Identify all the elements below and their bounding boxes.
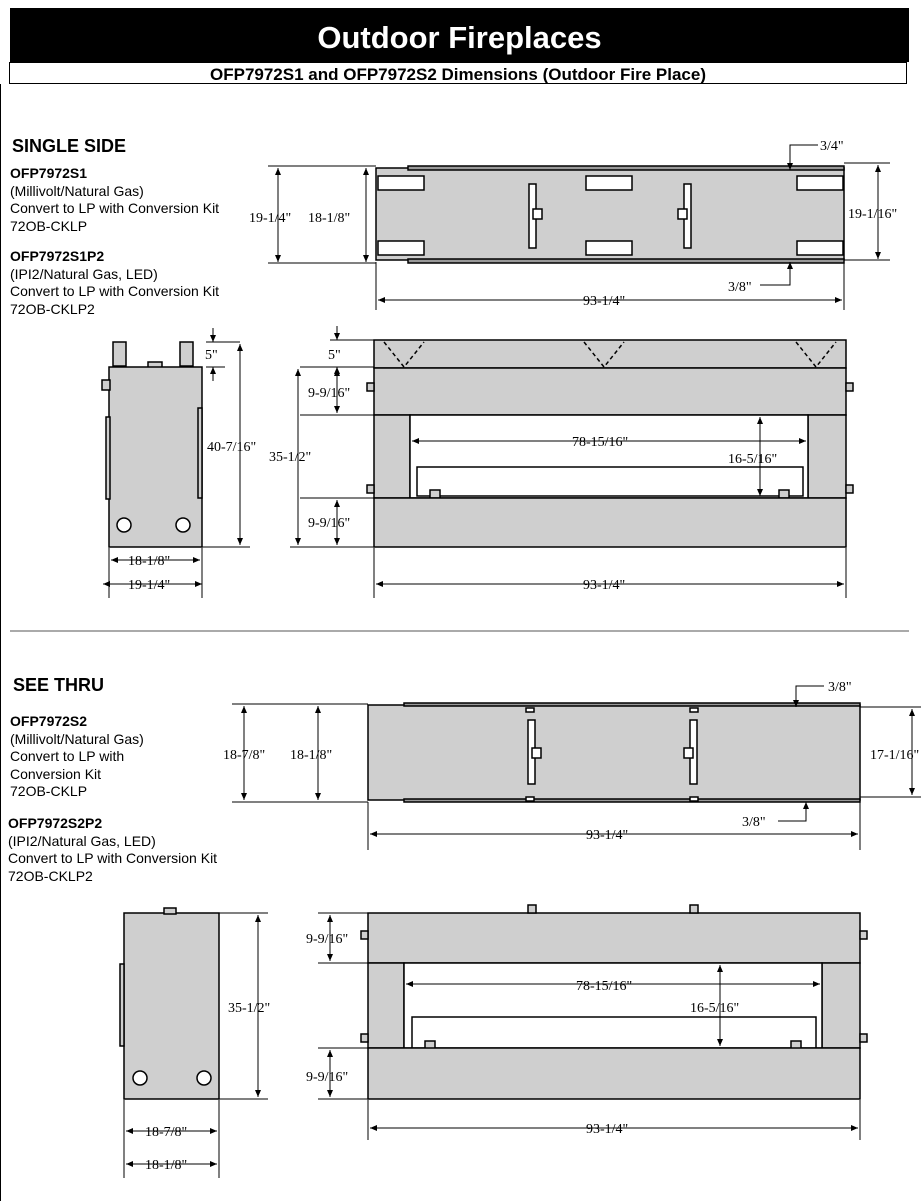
- dim-label: 9-9/16": [308, 386, 351, 401]
- single-side-side-view: [102, 328, 250, 598]
- dim-label: 93-1/4": [583, 294, 626, 309]
- dim-label: 3/4": [820, 139, 844, 154]
- dim-label: 9-9/16": [306, 1070, 349, 1085]
- dim-label: 40-7/16": [207, 440, 257, 455]
- model-line: (IPI2/Natural Gas, LED): [8, 832, 156, 849]
- dim-label: 18-7/8": [145, 1125, 188, 1140]
- dim-label: 5": [205, 348, 218, 363]
- page-subtitle: OFP7972S1 and OFP7972S2 Dimensions (Outdoor Fire Place): [9, 62, 907, 84]
- model-name: OFP7972S2P2: [8, 815, 103, 831]
- model-line: Convert to LP with Conversion Kit: [10, 283, 220, 299]
- dim-label: 93-1/4": [586, 828, 629, 843]
- dim-label: 9-9/16": [308, 516, 351, 531]
- dim-label: 3/8": [828, 680, 852, 695]
- model-line: (IPI2/Natural Gas, LED): [10, 265, 158, 282]
- dim-label: 16-5/16": [690, 1001, 740, 1016]
- dim-label: 19-1/16": [848, 207, 898, 222]
- dim-label: 18-1/8": [145, 1158, 188, 1173]
- model-line: Conversion Kit: [10, 765, 102, 782]
- dim-label: 18-1/8": [308, 211, 351, 226]
- model-name: OFP7972S1P2: [10, 248, 105, 264]
- see-thru-top-view: [232, 686, 921, 850]
- dim-label: 35-1/2": [228, 1001, 271, 1016]
- dim-label: 35-1/2": [269, 450, 312, 465]
- dim-label: 18-1/8": [290, 748, 333, 763]
- dim-label: 78-15/16": [576, 979, 633, 994]
- model-line: Convert to LP with: [10, 748, 125, 764]
- model-line: 72OB-CKLP: [10, 783, 88, 799]
- dim-label: 18-1/8": [128, 554, 171, 569]
- model-line: 72OB-CKLP2: [10, 300, 95, 317]
- model-line: (Millivolt/Natural Gas): [10, 182, 144, 199]
- dim-label: 16-5/16": [728, 452, 778, 467]
- see-thru-front-view: [318, 905, 867, 1140]
- dim-label: 93-1/4": [586, 1122, 629, 1137]
- model-line: 72OB-CKLP: [10, 217, 88, 234]
- see-thru-side-view: [120, 908, 271, 1178]
- dim-label: 19-1/4": [128, 578, 171, 593]
- model-line: 72OB-CKLP2: [8, 867, 93, 884]
- section-heading-see-thru: SEE THRU: [13, 675, 105, 695]
- dim-label: 5": [328, 348, 341, 363]
- model-name: OFP7972S2: [10, 713, 88, 729]
- model-name: OFP7972S1: [10, 165, 88, 181]
- dim-label: 9-9/16": [306, 932, 349, 947]
- model-line: Convert to LP with Conversion Kit: [8, 850, 218, 866]
- dim-label: 3/8": [728, 280, 752, 295]
- model-line: (Millivolt/Natural Gas): [10, 730, 144, 747]
- dim-label: 19-1/4": [249, 211, 292, 226]
- page-title: Outdoor Fireplaces: [10, 8, 909, 62]
- dim-label: 93-1/4": [583, 578, 626, 593]
- dim-label: 18-7/8": [223, 748, 266, 763]
- dim-label: 78-15/16": [572, 435, 629, 450]
- section-heading-single-side: SINGLE SIDE: [12, 136, 127, 156]
- dim-label: 3/8": [742, 815, 766, 830]
- model-line: Convert to LP with Conversion Kit: [10, 200, 220, 216]
- single-side-top-view: [268, 145, 890, 310]
- dim-label: 17-1/16": [870, 748, 920, 763]
